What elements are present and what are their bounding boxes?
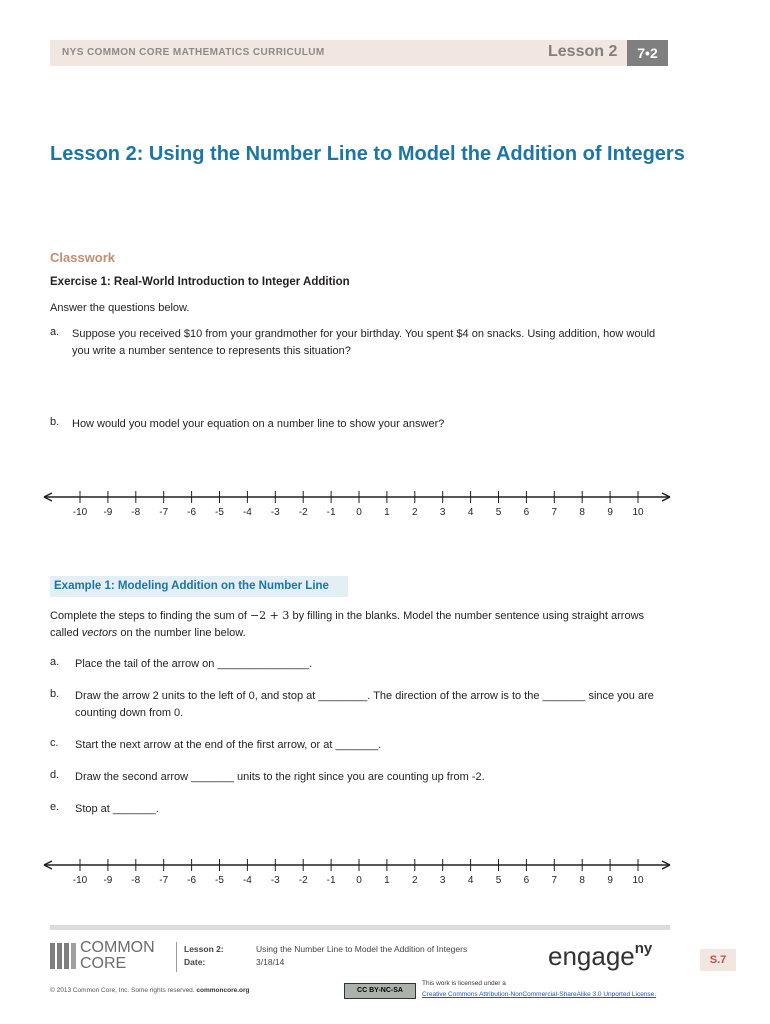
tick-label: 8 <box>579 875 585 886</box>
tick-label: -3 <box>270 507 280 518</box>
tick-label: -8 <box>131 875 141 886</box>
tick-label: 7 <box>551 507 558 518</box>
tick-label: 3 <box>439 875 446 886</box>
tick-label: -7 <box>159 507 169 518</box>
tick-label: -1 <box>326 875 336 886</box>
engageny-logo: engage$^{ny}$ <box>548 940 653 971</box>
tick-label: -9 <box>103 507 113 518</box>
tick-label: -8 <box>131 507 141 518</box>
tick-label: 4 <box>467 507 474 518</box>
copyright: © 2013 Common Core, Inc. Some rights reserved. commoncore.org <box>50 987 250 994</box>
common-core-logo-icon <box>50 943 76 969</box>
tick-label: 3 <box>439 507 446 518</box>
cc-license-badge: CC BY-NC-SA <box>344 983 416 999</box>
tick-label: 5 <box>495 507 502 518</box>
license-link[interactable]: Creative Commons Attribution-NonCommercial-ShareAlike 3.0 Unported License. <box>422 991 657 998</box>
tick-label: 4 <box>467 875 474 886</box>
tick-label: 10 <box>632 875 644 886</box>
commoncore-link[interactable]: commoncore.org <box>196 987 250 994</box>
step-d-letter: d. <box>50 769 60 781</box>
item-b-text: How would you model your equation on a number line to show your answer? <box>72 418 445 430</box>
exercise-1-intro: Answer the questions below. <box>50 302 190 314</box>
tick-label: 0 <box>356 507 362 518</box>
page-title: Lesson 2: Using the Number Line to Model the Addition of Integers <box>50 143 685 165</box>
footer-rule <box>50 925 670 930</box>
tick-label: -4 <box>242 507 252 518</box>
tick-label: -7 <box>159 875 169 886</box>
step-b-letter: b. <box>50 688 60 700</box>
tick-label: -3 <box>270 875 280 886</box>
tick-label: 5 <box>495 875 502 886</box>
license-text: This work is licensed under a <box>422 980 506 987</box>
number-line-2 <box>40 854 680 890</box>
tick-label: -6 <box>187 875 197 886</box>
tick-label: 10 <box>632 507 644 518</box>
lesson-label: Lesson 2 <box>548 43 618 60</box>
tick-label: -2 <box>298 507 308 518</box>
footer-date: 3/18/14 <box>256 957 285 967</box>
step-e-letter: e. <box>50 801 60 813</box>
step-c-letter: c. <box>50 737 59 749</box>
tick-label: 0 <box>356 875 362 886</box>
tick-label: -2 <box>298 875 308 886</box>
step-a-letter: a. <box>50 656 60 668</box>
item-a-text: Suppose you received $10 from your grandmother for your birthday. You spent $4 on snacks. Using addition, how would you write a number sentence to represents this situation? <box>72 328 656 357</box>
tick-label: -4 <box>242 875 252 886</box>
page-number: S.7 <box>700 949 736 971</box>
item-a-letter: a. <box>50 326 60 338</box>
step-d-text: Draw the second arrow _______ units to the right since you are counting up from -2. <box>75 771 485 783</box>
tick-label: 2 <box>412 875 418 886</box>
tick-label: -6 <box>187 507 197 518</box>
module-badge: 7•2 <box>627 40 668 66</box>
footer-separator <box>176 942 177 972</box>
tick-label: -9 <box>103 875 113 886</box>
step-b-text: Draw the arrow 2 units to the left of 0, and stop at ________. The direction of the arrow is to the _______ since you are counting down from 0. <box>75 690 654 719</box>
tick-label: 9 <box>607 507 613 518</box>
common-core-logo-text: COMMON CORE <box>80 939 155 972</box>
number-line-1 <box>40 486 680 522</box>
example-1-title: Example 1: Modeling Addition on the Number Line <box>54 580 329 592</box>
footer-lesson-title: Using the Number Line to Model the Addition of Integers <box>256 944 468 954</box>
tick-label: 1 <box>384 507 390 518</box>
classwork-heading: Classwork <box>50 250 116 265</box>
tick-label: 6 <box>523 875 530 886</box>
tick-label: -5 <box>215 507 224 518</box>
tick-label: 8 <box>579 507 585 518</box>
step-a-text: Place the tail of the arrow on _______________. <box>75 658 313 670</box>
tick-label: -1 <box>326 507 336 518</box>
example-1-intro: Complete the steps to finding the sum of −2 + 3 by filling in the blanks. Model the number sentence using straight arrows called vectors on the number line below. <box>50 609 645 639</box>
tick-label: 7 <box>551 875 558 886</box>
item-b-letter: b. <box>50 416 60 428</box>
tick-label: -10 <box>72 507 88 518</box>
tick-label: -5 <box>215 875 224 886</box>
step-c-text: Start the next arrow at the end of the first arrow, or at _______. <box>75 739 382 751</box>
footer-lesson-label: Lesson 2: <box>184 944 224 954</box>
tick-label: 9 <box>607 875 613 886</box>
footer-date-label: Date: <box>184 957 206 967</box>
exercise-1-title: Exercise 1: Real-World Introduction to Integer Addition <box>50 276 350 288</box>
vectors-term: vectors <box>81 627 118 639</box>
tick-label: -10 <box>72 875 88 886</box>
tick-label: 2 <box>412 507 418 518</box>
step-e-text: Stop at _______. <box>75 803 159 815</box>
expression: −2 + 3 <box>249 609 290 622</box>
curriculum-label: NYS COMMON CORE MATHEMATICS CURRICULUM <box>62 47 325 58</box>
tick-label: 1 <box>384 875 390 886</box>
tick-label: 6 <box>523 507 530 518</box>
